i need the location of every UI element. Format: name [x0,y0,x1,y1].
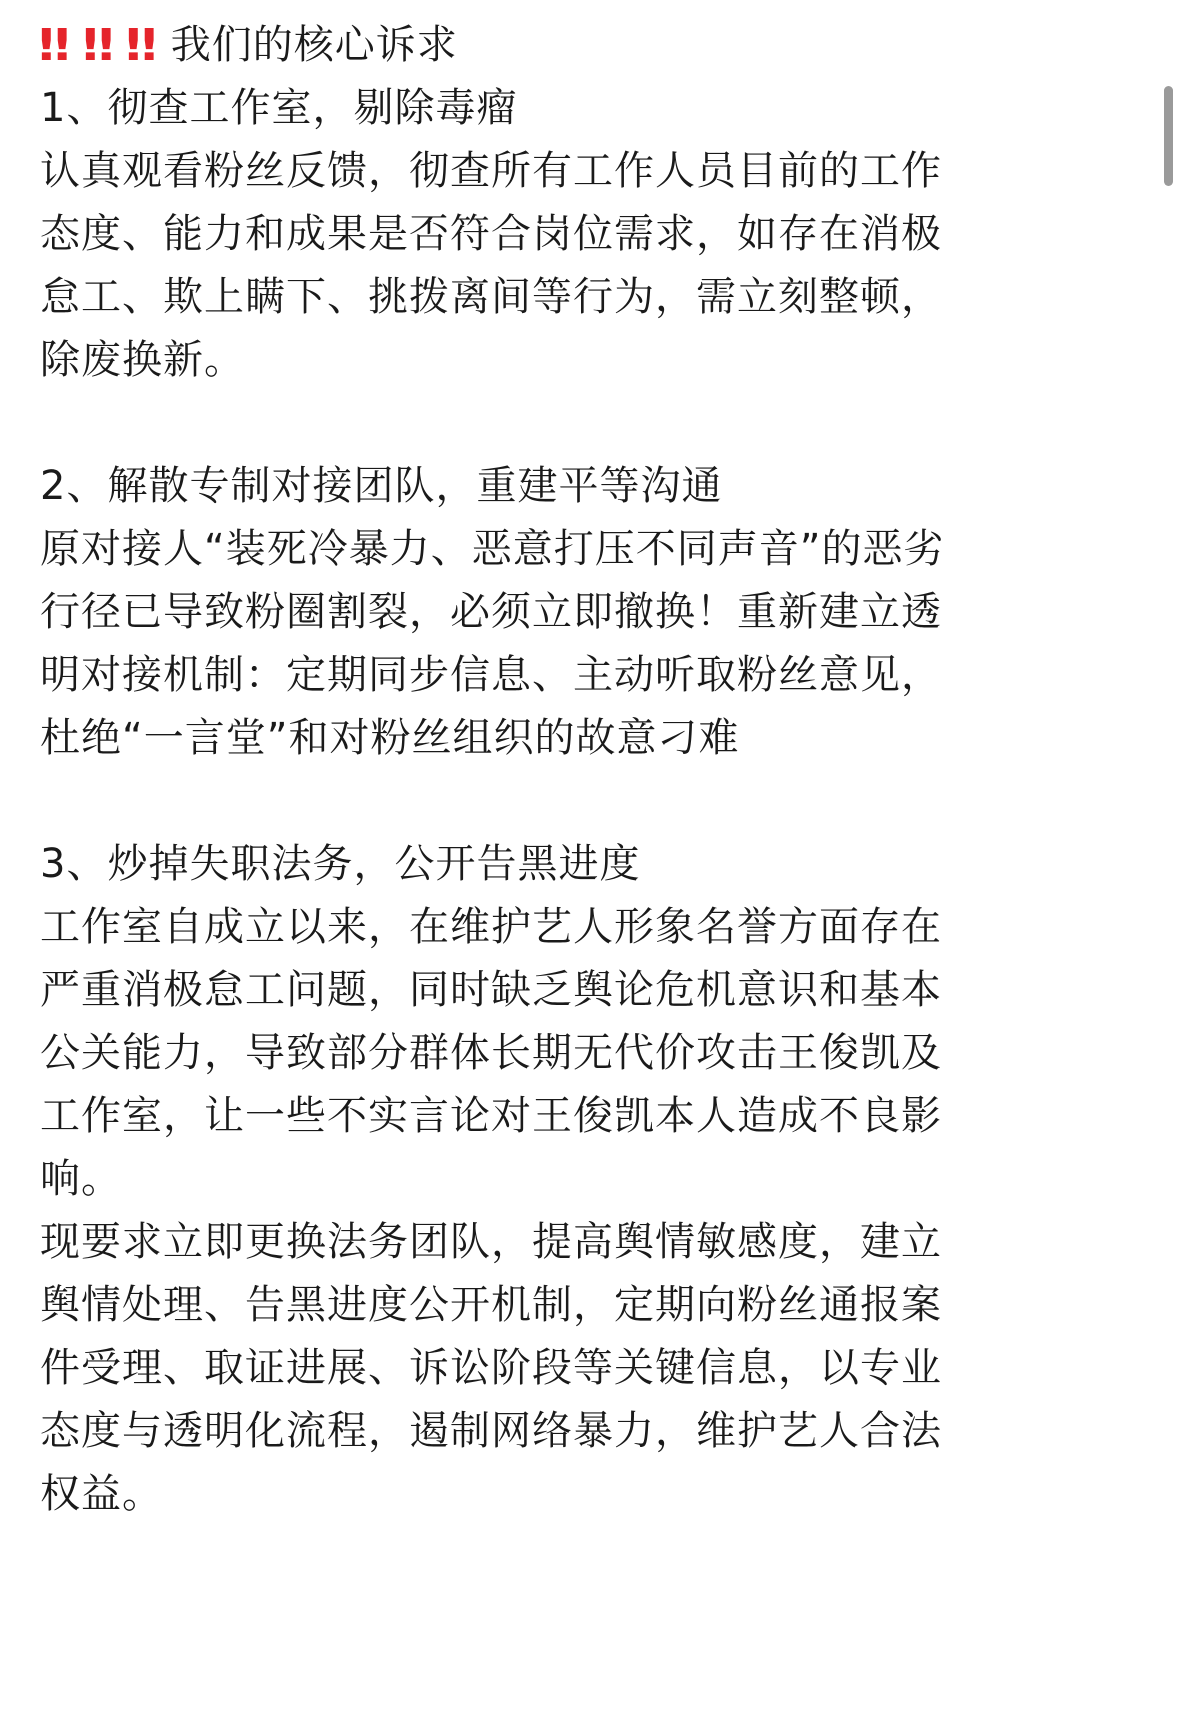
page-title: 我们的核心诉求 [170,22,458,68]
paragraph-line: 件受理、取证进展、诉讼阶段等关键信息，以专业 [40,1345,942,1391]
section-heading: 2、解散专制对接团队，重建平等沟通 [40,463,723,509]
section-heading: 1、彻查工作室，剔除毒瘤 [40,85,518,131]
paragraph-line: 响。 [40,1156,122,1202]
paragraph-line: 舆情处理、告黑进度公开机制，定期向粉丝通报案 [40,1282,942,1328]
paragraph-line: 工作室自成立以来，在维护艺人形象名誉方面存在 [40,904,942,950]
page-title-row [40,14,1040,77]
paragraph-line: 公关能力，导致部分群体长期无代价攻击王俊凯及 [40,1030,942,1076]
paragraph-spacer [40,770,1040,833]
double-exclamation-icon: ‼ [125,20,151,71]
double-exclamation-icon: ‼ [81,20,107,71]
paragraph-line: 杜绝“一言堂”和对粉丝组织的故意刁难 [40,715,740,761]
paragraph-line: 明对接机制：定期同步信息、主动听取粉丝意见， [40,652,942,698]
paragraph-line: 工作室，让一些不实言论对王俊凯本人造成不良影 [40,1093,942,1139]
paragraph-line: 严重消极怠工问题，同时缺乏舆论危机意识和基本 [40,967,942,1013]
paragraph-line: 除废换新。 [40,337,245,383]
paragraph-line: 行径已导致粉圈割裂，必须立即撤换！重新建立透 [40,589,942,635]
paragraph-spacer [40,392,1040,455]
paragraph-line: 认真观看粉丝反馈，彻查所有工作人员目前的工作 [40,148,942,194]
paragraph-line: 态度、能力和成果是否符合岗位需求，如存在消极 [40,211,942,257]
paragraph-line: 怠工、欺上瞒下、挑拨离间等行为，需立刻整顿， [40,274,942,320]
paragraph-line: 态度与透明化流程，遏制网络暴力，维护艺人合法 [40,1408,942,1454]
paragraph-line: 原对接人“装死冷暴力、恶意打压不同声音”的恶劣 [40,526,945,572]
paragraph-line: 权益。 [40,1471,163,1517]
vertical-scrollbar[interactable] [1164,86,1173,186]
double-exclamation-icon: ‼ [38,20,64,71]
article-body [40,14,1040,1526]
paragraph-line: 现要求立即更换法务团队，提高舆情敏感度，建立 [40,1219,942,1265]
section-heading: 3、炒掉失职法务，公开告黑进度 [40,841,641,887]
